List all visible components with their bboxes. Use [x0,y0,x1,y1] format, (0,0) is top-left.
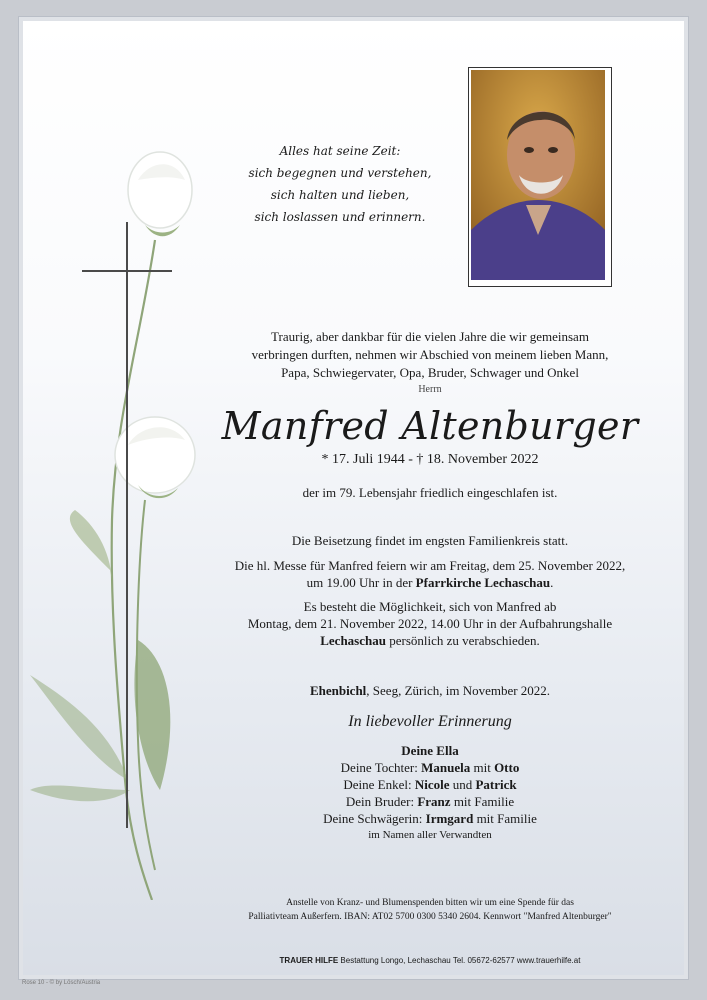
text: mit [470,760,495,775]
family-brother [200,793,660,810]
viewing-rest: persönlich zu verabschieden. [385,633,540,648]
memory-heading: In liebevoller Erinnerung [348,713,512,730]
name: Patrick [475,777,517,792]
intro-line: verbringen durften, nehmen wir Abschied von meinem lieben Mann, [251,347,609,362]
burial-text: Die Beisetzung findet im engsten Familienkreis statt. [291,533,569,548]
life-dates: * 17. Juli 1944 - † 18. November 2022 [321,452,539,467]
family-grandchildren [200,776,660,793]
viewing-line-3 [200,632,660,649]
donation-note [200,896,660,924]
mass-church: Pfarrkirche Lechaschau [415,575,551,590]
portrait-photo [468,67,612,287]
mass-end: . [550,575,554,590]
cross-vertical [126,222,128,828]
label: Deine Enkel: [343,777,415,792]
footer-text: Bestattung Longo, Lechaschau Tel. 05672-62577 www.trauerhilfe.at [338,956,581,965]
footer [200,956,660,965]
copyright-note: Rose 10 - © by Lösch/Austria [22,980,101,986]
family-relatives: im Namen aller Verwandten [368,829,492,841]
name: Franz [417,794,451,809]
age-text: der im 79. Lebensjahr friedlich eingeschlafen ist. [302,485,558,500]
name: Otto [494,760,520,775]
place-bold: Ehenbichl [309,683,367,698]
quote-block [240,140,440,228]
text: mit Familie [450,794,515,809]
text: mit Familie [473,811,537,826]
family-list [200,742,660,844]
family-wife: Deine Ella [401,743,459,758]
footer-brand: TRAUER HILFE [279,956,339,965]
label: Deine Schwägerin: [323,811,426,826]
quote-line: sich loslassen und erinnern. [254,210,426,224]
place-rest: , Seeg, Zürich, im November 2022. [366,683,551,698]
viewing-line-2: Montag, dem 21. November 2022, 14.00 Uhr in der Aufbahrungshalle [247,616,613,631]
family-daughter [200,759,660,776]
mass-line-1: Die hl. Messe für Manfred feiern wir am Freitag, dem 25. November 2022, [234,558,626,573]
deceased-name: Manfred Altenburger [221,404,639,448]
mass-time: um 19.00 Uhr in der [306,575,416,590]
quote-line: sich begegnen und verstehen, [248,166,432,180]
portrait-image [471,70,605,280]
quote-line: Alles hat seine Zeit: [279,144,401,158]
label: Dein Bruder: [345,794,418,809]
intro-line: Traurig, aber dankbar für die vielen Jahre die wir gemeinsam [271,329,589,344]
label: Deine Tochter: [340,760,422,775]
cross-horizontal [82,270,172,272]
donation-line-1: Anstelle von Kranz- und Blumenspenden bitten wir um eine Spende für das [286,898,574,908]
viewing-line-1: Es besteht die Möglichkeit, sich von Manfred ab [303,599,557,614]
mass-text [200,557,660,591]
white-rose-illustration [20,140,220,900]
text: und [449,777,476,792]
mass-line-2 [200,574,660,591]
name: Irmgard [425,811,474,826]
quote-line: sich halten und lieben, [270,188,410,202]
viewing-place: Lechaschau [320,633,386,648]
name: Nicole [414,777,450,792]
viewing-text [200,598,660,649]
family-sisterinlaw [200,810,660,827]
donation-line-2: Palliativteam Außerfern. IBAN: AT02 5700 0300 5340 2604. Kennwort "Manfred Altenburger" [248,912,612,922]
intro-line: Papa, Schwiegervater, Opa, Bruder, Schwager und Onkel [281,365,579,380]
intro-text [200,328,660,382]
place-date [200,683,660,699]
salutation: Herrn [418,384,442,395]
name: Manuela [421,760,471,775]
